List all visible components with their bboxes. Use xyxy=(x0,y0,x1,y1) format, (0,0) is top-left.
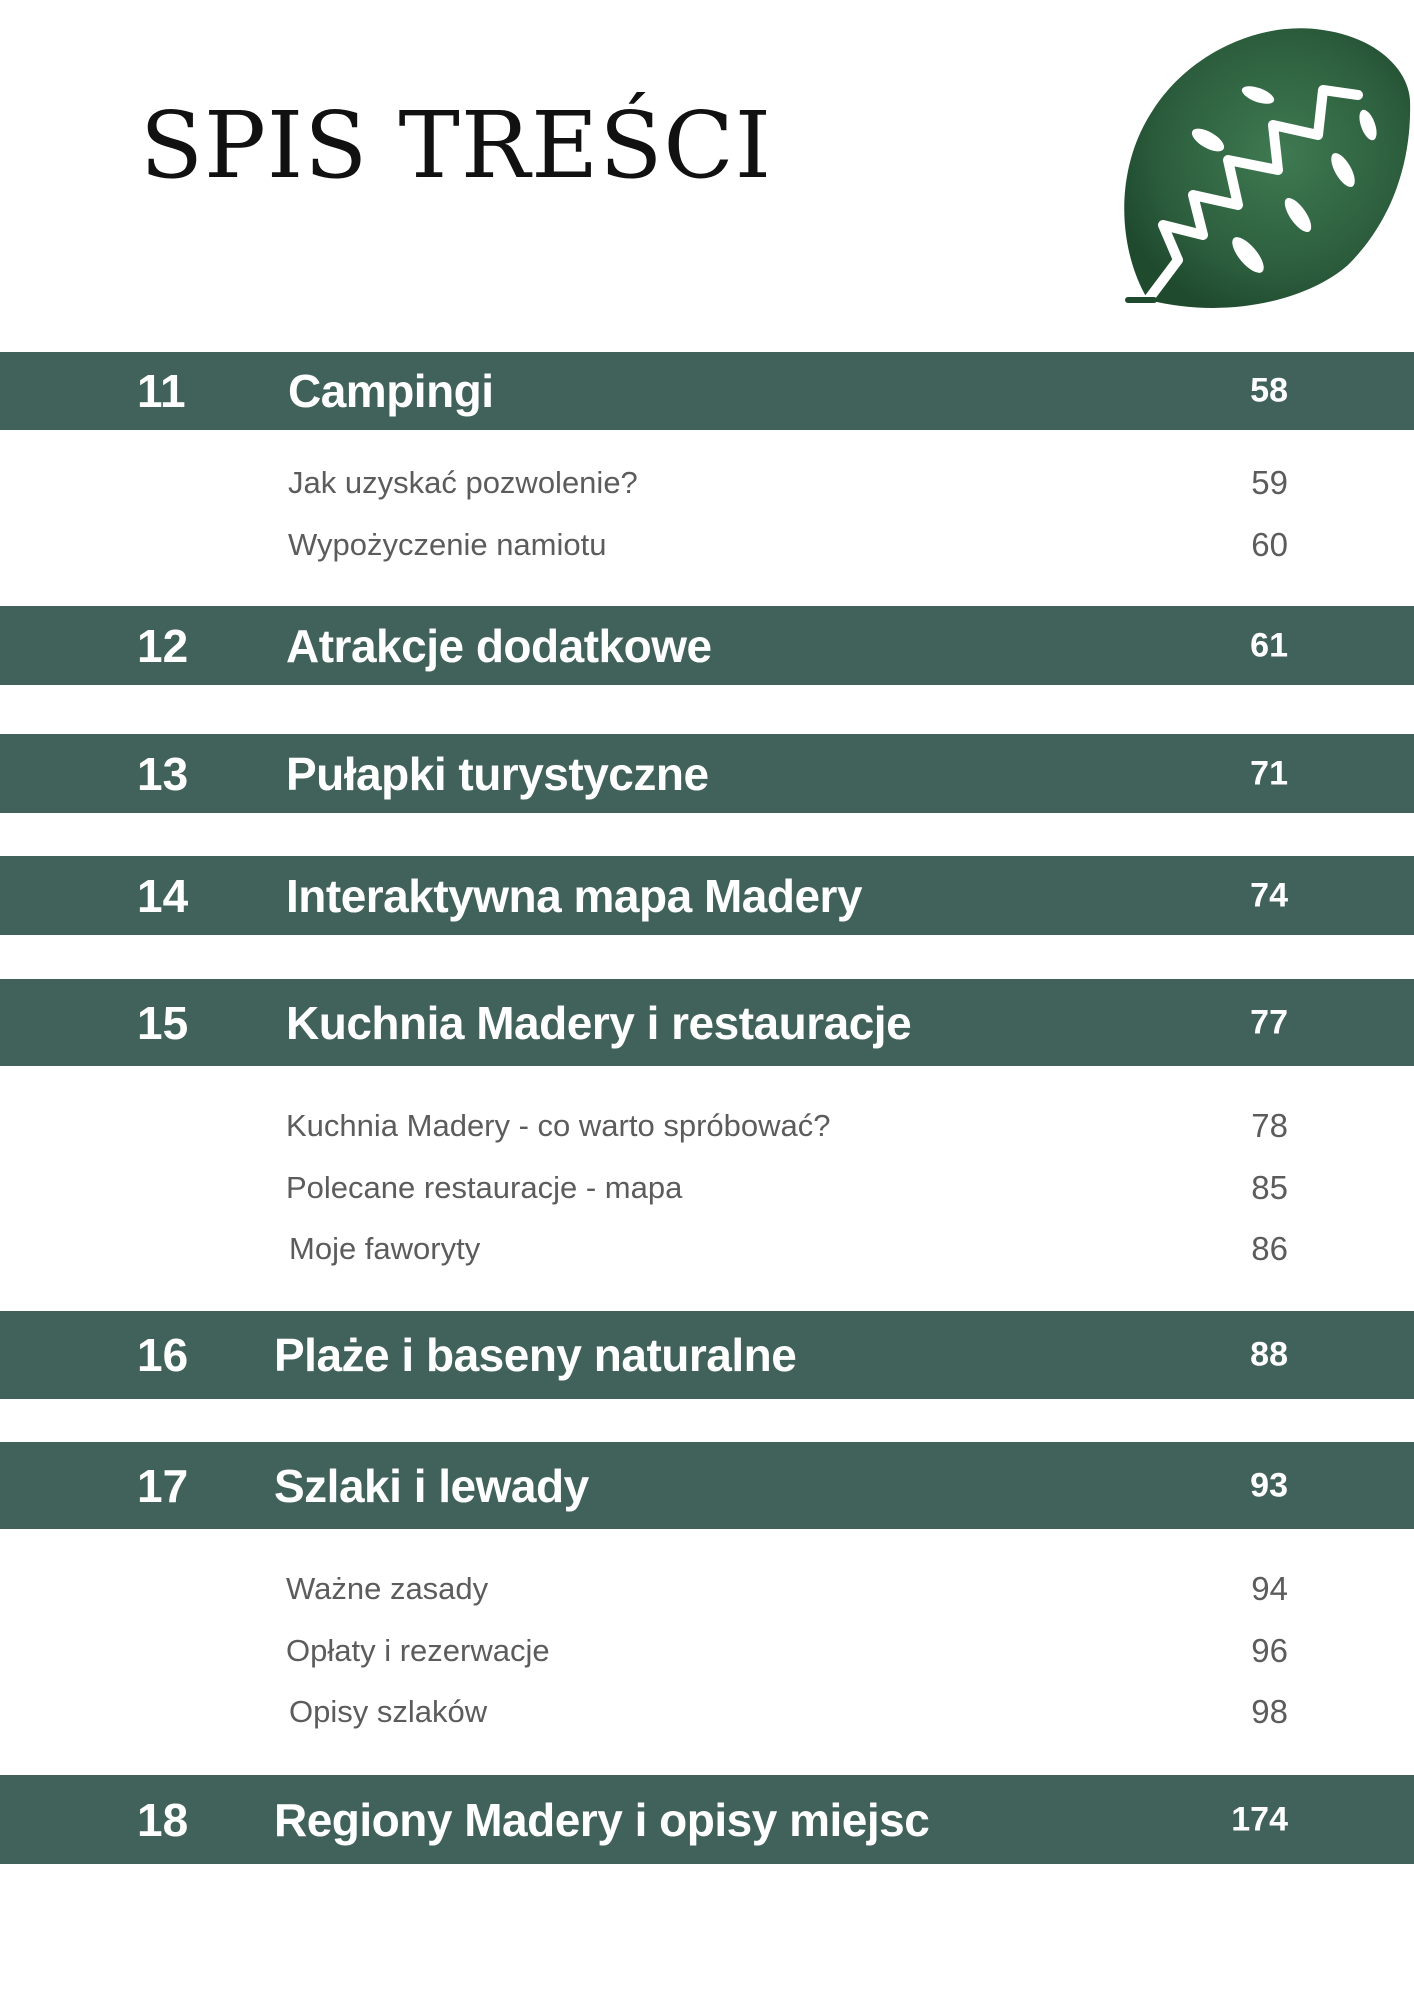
section-page: 93 xyxy=(1250,1466,1288,1504)
toc-section-12[interactable] xyxy=(0,606,1414,685)
toc-section-17[interactable] xyxy=(0,1442,1414,1529)
subitem-page: 59 xyxy=(1251,464,1288,501)
section-number: 11 xyxy=(137,365,186,417)
toc-section-11[interactable] xyxy=(0,352,1414,430)
toc-subitem[interactable] xyxy=(0,1229,1414,1269)
section-title: Atrakcje dodatkowe xyxy=(286,619,712,672)
section-title: Szlaki i lewady xyxy=(274,1459,589,1512)
section-number: 14 xyxy=(137,869,189,922)
section-page: 74 xyxy=(1250,876,1288,914)
monstera-leaf-icon xyxy=(1108,0,1414,320)
toc-subitem[interactable] xyxy=(0,1106,1414,1146)
subitem-page: 85 xyxy=(1251,1169,1288,1206)
toc-subitem[interactable] xyxy=(0,1168,1414,1208)
subitem-label: Polecane restauracje - mapa xyxy=(286,1170,683,1205)
subitem-label: Ważne zasady xyxy=(286,1571,489,1606)
section-title: Pułapki turystyczne xyxy=(286,747,709,800)
section-number: 13 xyxy=(137,747,189,800)
subitem-page: 86 xyxy=(1251,1230,1288,1267)
toc-subitem[interactable] xyxy=(0,525,1414,565)
section-title: Campingi xyxy=(288,365,494,417)
subitem-label: Wypożyczenie namiotu xyxy=(288,527,607,562)
toc-subitem[interactable] xyxy=(0,1692,1414,1732)
section-page: 71 xyxy=(1250,754,1288,792)
section-number: 16 xyxy=(137,1329,189,1381)
subitem-page: 78 xyxy=(1251,1107,1288,1144)
toc-subitem[interactable] xyxy=(0,463,1414,503)
page-title: SPIS TREŚCI xyxy=(140,92,773,199)
section-page: 77 xyxy=(1250,1003,1288,1041)
subitem-label: Opłaty i rezerwacje xyxy=(286,1633,550,1668)
subitem-page: 60 xyxy=(1251,526,1288,563)
toc-section-13[interactable] xyxy=(0,734,1414,813)
toc-section-16[interactable] xyxy=(0,1311,1414,1399)
section-title: Regiony Madery i opisy miejsc xyxy=(274,1793,930,1846)
toc-section-18[interactable] xyxy=(0,1775,1414,1864)
subitem-page: 98 xyxy=(1251,1693,1288,1730)
section-number: 17 xyxy=(137,1459,189,1512)
toc-subitem[interactable] xyxy=(0,1569,1414,1609)
subitem-page: 96 xyxy=(1251,1632,1288,1669)
section-page: 88 xyxy=(1250,1335,1288,1374)
subitem-label: Jak uzyskać pozwolenie? xyxy=(288,465,638,500)
toc-section-15[interactable] xyxy=(0,979,1414,1066)
section-page: 174 xyxy=(1231,1800,1288,1838)
section-page: 58 xyxy=(1250,371,1288,410)
section-title: Kuchnia Madery i restauracje xyxy=(286,996,912,1049)
toc-section-14[interactable] xyxy=(0,856,1414,935)
section-page: 61 xyxy=(1250,626,1288,664)
subitem-label: Moje faworyty xyxy=(289,1231,481,1266)
toc-subitem[interactable] xyxy=(0,1631,1414,1671)
subitem-label: Opisy szlaków xyxy=(289,1694,488,1729)
section-title: Plaże i baseny naturalne xyxy=(274,1329,797,1381)
subitem-page: 94 xyxy=(1251,1570,1288,1607)
section-number: 18 xyxy=(137,1793,189,1846)
section-number: 12 xyxy=(137,619,189,672)
section-title: Interaktywna mapa Madery xyxy=(286,869,863,922)
subitem-label: Kuchnia Madery - co warto spróbować? xyxy=(286,1108,831,1143)
section-number: 15 xyxy=(137,996,189,1049)
